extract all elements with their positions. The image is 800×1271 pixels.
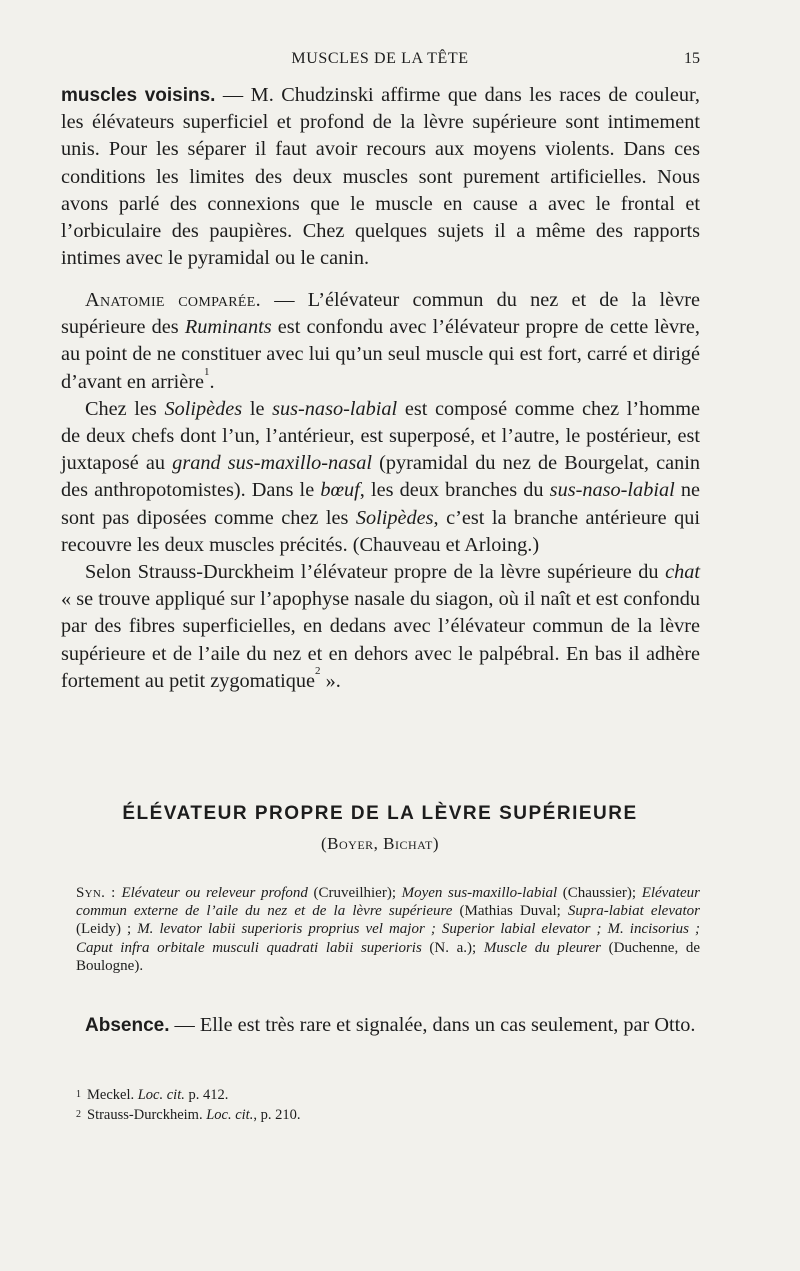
paragraph-strauss-durckheim: Selon Strauss-Durckheim l’élévateur propre de la lèvre supérieure du chat « se trouve appliqué sur l’apophyse nasale du siagon, où il naît et est confondu par des fibres superficielles, en dedans avec l’élévateur commun de la lèvre supérieure et de l’aile du nez et en dehors avec le palpébral. En bas il adhère fortement au petit zygomatique$^2$ ». bbox=[61, 561, 700, 692]
page-header bbox=[60, 50, 700, 70]
footnote-item: $^1$ Meckel. Loc. cit. p. 412. bbox=[76, 1087, 229, 1103]
footnote-ref: 1 bbox=[204, 365, 210, 378]
section-title: ÉLÉVATEUR PROPRE DE LA LÈVRE SUPÉRIEURE bbox=[122, 803, 638, 824]
synonyms-list: Syn. : Elévateur ou releveur profond (Cruveilhier); Moyen sus-maxillo-labial (Chaussier); Elévateur commun externe de l’aile du nez et de la lèvre supérieure (Mathias Duval; Supra-labiat elevator (Leidy) ; M. levator labii superioris proprius vel major ; Superior labial elevator ; M. incisorius ; Caput infra orbitale musculi quadrati labii superioris (N. a.); Muscle du pleurer (Duchenne, de Boulogne). bbox=[76, 885, 700, 974]
paragraph-solipedes: Chez les Solipèdes le sus-naso-labial est composé comme chez l’homme de deux chefs dont l’un, l’antérieur, est superposé, et l’autre, le postérieur, est juxtaposé au grand sus-maxillo-nasal (pyramidal du nez de Bourgelat, canin des anthropotomistes). Dans le bœuf, les deux branches du sus-naso-labial ne sont pas diposées comme chez les Solipèdes, c’est la branche antérieure qui recouvre les deux muscles précités. (Chauveau et Arloing.) bbox=[61, 397, 701, 556]
paragraph-lead: Anatomie comparée. bbox=[85, 289, 262, 311]
paragraph-absence: Absence. — Elle est très rare et signalée, dans un cas seulement, par Otto. bbox=[85, 1014, 696, 1036]
running-title: MUSCLES DE LA TÊTE bbox=[291, 50, 469, 67]
footnote-item: $^2$ Strauss-Durckheim. Loc. cit., p. 210. bbox=[76, 1107, 301, 1123]
paragraph-lead: muscles voisins. bbox=[61, 85, 216, 106]
footnotes bbox=[76, 1085, 676, 1125]
paragraph-anatomie-comparee: Anatomie comparée. — L’élévateur commun du nez et de la lèvre supérieure des Ruminants est confondu avec l’élévateur propre de cette lèvre, au point de ne constituer avec lui qu’un seul muscle qui est fort, carré et dirigé d’avant en arrière$^1$. Chez les Solipèdes le sus-naso-labial est composé comme chez l’homme de deux chefs dont l’un, l’antérieur, est superposé, et l’autre, le postérieur, est juxtaposé au grand sus-maxillo-nasal (pyramidal du nez de Bourgelat, canin des anthropotomistes). Dans le bœuf, les deux branches du sus-naso-labial ne sont pas diposées comme chez les Solipèdes, c’est la branche antérieure qui recouvre les deux muscles précités. (Chauveau et Arloing.) Selon Strauss-Durckheim l’élévateur propre de la lèvre supérieure du chat « se trouve appliqué sur l’apophyse nasale du siagon, où il naît et est confondu par des fibres superficielles, en dedans avec l’élévateur commun de la lèvre supérieure et de l’aile du nez et en dehors avec le palpébral. En bas il adhère fortement au petit zygomatique$^2$ ». bbox=[61, 287, 700, 695]
section-authors: (Boyer, Bichat) bbox=[321, 834, 439, 853]
footnote-ref: 2 bbox=[315, 664, 321, 677]
paragraph-muscles-voisins bbox=[61, 82, 700, 272]
paragraph-lead: Absence. bbox=[85, 1015, 170, 1036]
page-number: 15 bbox=[684, 50, 700, 67]
paragraph-text: — M. Chudzinski affirme que dans les races de couleur, les élévateurs superficiel et profond de la lèvre supérieure sont intimement unis. Pour les séparer il faut avoir recours aux moyens violents. Dans ces conditions les limites des deux muscles sont purement artificielles. Nous avons parlé des connexions que le muscle en cause a avec le frontal et l’orbiculaire des paupières. Chez quelques sujets il a même des rapports intimes avec le pyramidal ou le canin. bbox=[61, 84, 700, 270]
